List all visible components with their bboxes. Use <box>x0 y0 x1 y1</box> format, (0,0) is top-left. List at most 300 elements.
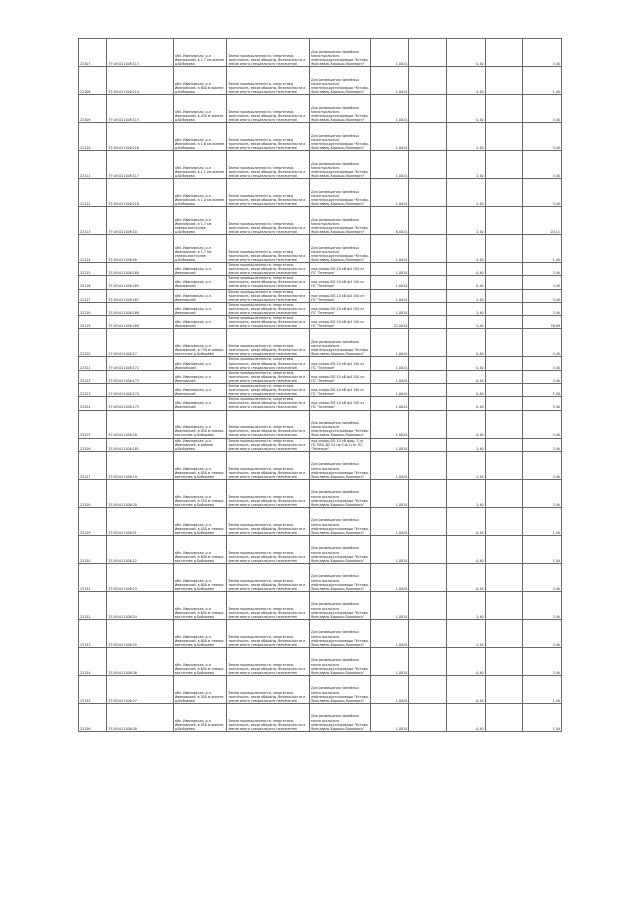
row-id-cell: 22133 <box>79 619 107 647</box>
permitted-use-cell: Для размещения линейных магистрального нефтепродуктопровода "Кстово-Ярославль-Кириши-Приморск" <box>310 123 371 151</box>
coefficient-cell: 0,40 <box>447 95 485 123</box>
cadastral-number-cell: 37:05:011106:20 <box>107 479 174 507</box>
cadastral-number-cell: 37:05:011106:114 <box>107 67 174 95</box>
value-cell: 3,40 <box>522 276 561 289</box>
quantity-cell: 1,0024 <box>371 276 409 289</box>
quantity-cell: 1,0024 <box>371 410 409 438</box>
address-cell: обл. Ивановская, р-н Ивановский, в 600 м северо-восточнее д.Бибирево <box>173 619 226 647</box>
row-id-cell: 22128 <box>79 479 107 507</box>
empty-cell <box>409 479 447 507</box>
address-cell: обл. Ивановская, р-н Ивановский, в 650 м северо-восточнее д.Бибирево <box>173 591 226 619</box>
row-id-cell: 22121 <box>79 357 107 370</box>
address-cell: обл. Ивановская, р-н Ивановский, в 500 м южнее д.Бибирево <box>173 675 226 703</box>
cadastral-number-cell: 37:05:011106:25 <box>107 619 174 647</box>
row-id-cell: 22122 <box>79 370 107 383</box>
value-cell: 3,40 <box>522 302 561 315</box>
row-id-cell: 22109 <box>79 95 107 123</box>
table-row <box>79 370 562 383</box>
table-row <box>79 647 562 675</box>
coefficient-cell: 0,40 <box>447 535 485 563</box>
table-row <box>79 151 562 179</box>
coefficient-cell: 0,40 <box>447 370 485 383</box>
table-row <box>79 302 562 315</box>
quantity-cell: 1,0024 <box>371 151 409 179</box>
empty-cell <box>485 370 522 383</box>
table-row <box>79 179 562 207</box>
quantity-cell: 1,0024 <box>371 438 409 451</box>
cadastral-number-cell: 37:05:011106:167 <box>107 289 174 302</box>
empty-cell <box>409 39 447 67</box>
empty-cell <box>409 619 447 647</box>
value-cell: 3,40 <box>522 263 561 276</box>
empty-cell <box>485 302 522 315</box>
address-cell: обл. Ивановская, р-н Ивановский, в 600 м северо-восточнее д.Бибирево <box>173 563 226 591</box>
quantity-cell: 1,0024 <box>371 703 409 731</box>
row-id-cell: 22114 <box>79 235 107 263</box>
address-cell: обл. Ивановская, р-н Ивановский, в 450 м северо-восточнее д.Бибирево <box>173 507 226 535</box>
quantity-cell: 1,0024 <box>371 563 409 591</box>
land-category-cell: Земли промышленности, энергетики, транспорта, связи обороны, безопасности и земли иного специального назначения <box>227 383 310 396</box>
coefficient-cell: 0,40 <box>447 410 485 438</box>
coefficient-cell: 0,40 <box>447 235 485 263</box>
value-cell: 3,40 <box>522 39 561 67</box>
empty-cell <box>409 235 447 263</box>
empty-cell <box>485 235 522 263</box>
empty-cell <box>409 151 447 179</box>
land-category-cell: Земли промышленности, энергетики, транспорта, связи обороны, безопасности и земли иного специального назначения <box>227 703 310 731</box>
coefficient-cell: 2,40 <box>447 451 485 479</box>
quantity-cell: 1,0024 <box>371 289 409 302</box>
coefficient-cell: 0,40 <box>447 703 485 731</box>
table-row <box>79 329 562 357</box>
value-cell: 1,40 <box>522 67 561 95</box>
permitted-use-cell: Для размещения линейных магистрального нефтепродуктопровода "Кстово-Ярославль-Кириши-Приморск" <box>310 451 371 479</box>
coefficient-cell: 2,40 <box>447 179 485 207</box>
address-cell: обл. Ивановская, р-н Ивановский <box>173 302 226 315</box>
value-cell: 1,40 <box>522 703 561 731</box>
table-row <box>79 535 562 563</box>
row-id-cell: 22108 <box>79 67 107 95</box>
address-cell: обл. Ивановская, р-н Ивановский, в 550 м северо-восточнее д.Бибирево <box>173 479 226 507</box>
value-cell: 3,40 <box>522 179 561 207</box>
row-id-cell: 22126 <box>79 438 107 451</box>
quantity-cell: 1,0024 <box>371 507 409 535</box>
cadastral-number-cell: 37:05:011106:172 <box>107 357 174 370</box>
permitted-use-cell: под опоры ВЛ-10 кВ ф4 150 от ПС "Зеленые" <box>310 383 371 396</box>
quantity-cell: 1,0024 <box>371 535 409 563</box>
cadastral-number-cell: 37:05:011106:27 <box>107 675 174 703</box>
empty-cell <box>409 591 447 619</box>
cadastral-number-cell: 37:05:011106:19 <box>107 451 174 479</box>
quantity-cell: 1,0024 <box>371 95 409 123</box>
empty-cell <box>409 95 447 123</box>
address-cell: обл. Ивановская, р-н Ивановский <box>173 316 226 329</box>
quantity-cell: 1,0024 <box>371 329 409 357</box>
empty-cell <box>409 507 447 535</box>
land-category-cell: Земли промышленности, энергетики, транспорта, связи обороны, безопасности и земли иного специального назначения <box>227 235 310 263</box>
table-row <box>79 357 562 370</box>
empty-cell <box>409 67 447 95</box>
address-cell: обл. Ивановская, р-н Ивановский <box>173 357 226 370</box>
cadastral-number-cell: 37:05:011106:174 <box>107 383 174 396</box>
land-category-cell: Земли промышленности, энергетики, транспорта, связи обороны, безопасности и земли иного специального назначения <box>227 370 310 383</box>
quantity-cell: 22,0024 <box>371 316 409 329</box>
empty-cell <box>485 563 522 591</box>
quantity-cell: 1,0024 <box>371 675 409 703</box>
table-row <box>79 235 562 263</box>
empty-cell <box>409 647 447 675</box>
permitted-use-cell: Для размещения линейных магистрального нефтепродуктопровода "Кстово-Ярославль-Кириши-Приморск" <box>310 329 371 357</box>
permitted-use-cell: Для размещения линейных магистрального нефтепродуктопровода "Кстово-Ярославль-Кириши-Приморск" <box>310 563 371 591</box>
permitted-use-cell: под опоры ВЛ-10 кВ ф4 150 от ПС "Зеленые" <box>310 397 371 410</box>
address-cell: обл. Ивановская, р-н Ивановский, в 1,0 км южнее д.Бибирево <box>173 179 226 207</box>
table-row <box>79 451 562 479</box>
value-cell: 3,40 <box>522 370 561 383</box>
address-cell: обл. Ивановская, р-н Ивановский, в районе д.Бибирево <box>173 438 226 451</box>
row-id-cell: 22119 <box>79 316 107 329</box>
address-cell: обл. Ивановская, р-н Ивановский, в 850 м северо-восточнее д.Бибирево <box>173 410 226 438</box>
permitted-use-cell: Для размещения линейных магистрального нефтепродуктопровода "Кстово-Ярославль-Кириши-Приморск" <box>310 535 371 563</box>
empty-cell <box>485 703 522 731</box>
row-id-cell: 22120 <box>79 329 107 357</box>
cadastral-number-cell: 37:05:011106:26 <box>107 647 174 675</box>
value-cell: 1,40 <box>522 535 561 563</box>
coefficient-cell: 0,40 <box>447 39 485 67</box>
cadastral-number-cell: 37:05:011106:113 <box>107 39 174 67</box>
empty-cell <box>485 289 522 302</box>
coefficient-cell: 2,40 <box>447 289 485 302</box>
quantity-cell: 1,0024 <box>371 235 409 263</box>
value-cell: 3,40 <box>522 563 561 591</box>
empty-cell <box>409 370 447 383</box>
value-cell: 3,40 <box>522 647 561 675</box>
empty-cell <box>485 451 522 479</box>
cadastral-number-cell: 37:05:011106:169 <box>107 316 174 329</box>
land-category-cell: Земли промышленности, энергетики, транспорта, связи обороны, безопасности и земли иного специального назначения <box>227 438 310 451</box>
permitted-use-cell: под опоры ВЛ-10 кВ ф4 150 от ПС "Зеленые" <box>310 370 371 383</box>
land-category-cell: Земли промышленности, энергетики, транспорта, связи обороны, безопасности и земли иного специального назначения <box>227 563 310 591</box>
empty-cell <box>485 535 522 563</box>
address-cell: обл. Ивановская, р-н Ивановский, в 1,6 км южнее д.Бибирево <box>173 123 226 151</box>
address-cell: обл. Ивановская, р-н Ивановский, в 850 м северо-восточнее д.Бибирево <box>173 451 226 479</box>
quantity-cell: 1,0024 <box>371 263 409 276</box>
permitted-use-cell: Для размещения линейных магистрального нефтепродуктопровода "Кстово-Ярославль-Кириши-Приморск" <box>310 703 371 731</box>
cadastral-number-cell: 37:05:011106:165 <box>107 276 174 289</box>
land-category-cell: Земли промышленности, энергетики, транспорта, связи обороны, безопасности и земли иного специального назначения <box>227 123 310 151</box>
cadastral-number-cell: 37:05:011106:117 <box>107 151 174 179</box>
address-cell: обл. Ивановская, р-н Ивановский, в 450 м южнее д.Бибирево <box>173 95 226 123</box>
address-cell: обл. Ивановская, р-н Ивановский, в 1,7 км северо-восточнее д.Бибирево <box>173 235 226 263</box>
empty-cell <box>485 207 522 235</box>
address-cell: обл. Ивановская, р-н Ивановский <box>173 263 226 276</box>
value-cell: 1,40 <box>522 507 561 535</box>
cadastral-number-cell: 37:05:011106:116 <box>107 123 174 151</box>
quantity-cell: 1,0024 <box>371 397 409 410</box>
address-cell: обл. Ивановская, р-н Ивановский <box>173 370 226 383</box>
empty-cell <box>409 563 447 591</box>
coefficient-cell: 0,40 <box>447 357 485 370</box>
quantity-cell: 1,0024 <box>371 451 409 479</box>
row-id-cell: 22110 <box>79 123 107 151</box>
empty-cell <box>409 438 447 451</box>
permitted-use-cell: Для размещения линейных магистрального нефтепродуктопровода "Кстово-Ярославль-Кириши-Приморск" <box>310 235 371 263</box>
value-cell: 3,40 <box>522 289 561 302</box>
permitted-use-cell: Для размещения линейных магистрального нефтепродуктопровода "Кстово-Ярославль-Кириши-Приморск" <box>310 207 371 235</box>
empty-cell <box>485 357 522 370</box>
quantity-cell: 1,0024 <box>371 383 409 396</box>
row-id-cell: 22107 <box>79 39 107 67</box>
cadastral-number-cell: 37:05:011106:24 <box>107 591 174 619</box>
empty-cell <box>485 95 522 123</box>
coefficient-cell: 2,40 <box>447 151 485 179</box>
coefficient-cell: 0,40 <box>447 647 485 675</box>
cadastral-number-cell: 37:05:011106:168 <box>107 302 174 315</box>
quantity-cell: 1,0024 <box>371 370 409 383</box>
empty-cell <box>409 263 447 276</box>
empty-cell <box>485 507 522 535</box>
land-category-cell: Земли промышленности, энергетики, транспорта, связи обороны, безопасности и земли иного специального назначения <box>227 357 310 370</box>
quantity-cell: 1,0024 <box>371 123 409 151</box>
value-cell: 3,40 <box>522 591 561 619</box>
value-cell: 20,11 <box>522 207 561 235</box>
permitted-use-cell: Для размещения линейных магистрального нефтепродуктопровода "Кстово-Ярославль-Кириши-Приморск" <box>310 151 371 179</box>
permitted-use-cell: под опоры ВЛ-10 кВ ф4 150 от ПС "Зеленые" <box>310 357 371 370</box>
land-category-cell: Земли промышленности, энергетики, транспорта, связи обороны, безопасности и земли иного специального назначения <box>227 207 310 235</box>
coefficient-cell: 2,40 <box>447 316 485 329</box>
quantity-cell: 1,0024 <box>371 67 409 95</box>
permitted-use-cell: Для размещения линейных магистрального нефтепродуктопровода "Кстово-Ярославль-Кириши-Приморск" <box>310 647 371 675</box>
land-category-cell: Земли промышленности, энергетики, транспорта, связи обороны, безопасности и земли иного специального назначения <box>227 276 310 289</box>
permitted-use-cell: Для размещения линейных магистрального нефтепродуктопровода "Кстово-Ярославль-Кириши-Приморск" <box>310 179 371 207</box>
address-cell: обл. Ивановская, р-н Ивановский <box>173 276 226 289</box>
empty-cell <box>485 329 522 357</box>
value-cell: 1,40 <box>522 383 561 396</box>
row-id-cell: 22123 <box>79 383 107 396</box>
quantity-cell: 6,0024 <box>371 207 409 235</box>
value-cell: 3,40 <box>522 397 561 410</box>
table-row <box>79 619 562 647</box>
coefficient-cell: 2,40 <box>447 123 485 151</box>
land-category-cell: Земли промышленности, энергетики, транспорта, связи обороны, безопасности и земли иного специального назначения <box>227 329 310 357</box>
value-cell: 3,40 <box>522 151 561 179</box>
coefficient-cell: 0,40 <box>447 383 485 396</box>
empty-cell <box>485 438 522 451</box>
empty-cell <box>409 329 447 357</box>
row-id-cell: 22111 <box>79 151 107 179</box>
land-category-cell: Земли промышленности, энергетики, транспорта, связи обороны, безопасности и земли иного специального назначения <box>227 410 310 438</box>
permitted-use-cell: под опоры ВЛ-10 кВ ф4 150 от ПС "Зеленые" <box>310 289 371 302</box>
empty-cell <box>485 647 522 675</box>
row-id-cell: 22115 <box>79 263 107 276</box>
empty-cell <box>409 302 447 315</box>
coefficient-cell: 0,40 <box>447 67 485 95</box>
cadastral-number-cell: 37:05:011106:118 <box>107 179 174 207</box>
row-id-cell: 22131 <box>79 563 107 591</box>
cadastral-number-cell: 37:05:011106:22 <box>107 535 174 563</box>
address-cell: обл. Ивановская, р-н Ивановский, в 1,7 км северо-восточнее д.Бибирево <box>173 207 226 235</box>
empty-cell <box>485 123 522 151</box>
table-row <box>79 591 562 619</box>
empty-cell <box>409 316 447 329</box>
coefficient-cell: 0,40 <box>447 397 485 410</box>
row-id-cell: 22112 <box>79 179 107 207</box>
coefficient-cell: 0,40 <box>447 563 485 591</box>
row-id-cell: 22117 <box>79 289 107 302</box>
empty-cell <box>485 151 522 179</box>
table-row <box>79 383 562 396</box>
value-cell: 3,40 <box>522 95 561 123</box>
table-row <box>79 507 562 535</box>
coefficient-cell: 2,40 <box>447 438 485 451</box>
table-row <box>79 563 562 591</box>
coefficient-cell: 2,40 <box>447 479 485 507</box>
empty-cell <box>485 479 522 507</box>
land-category-cell: Земли промышленности, энергетики, транспорта, связи обороны, безопасности и земли иного специального назначения <box>227 289 310 302</box>
address-cell: обл. Ивановская, р-н Ивановский, в 550 м южнее д.Бибирево <box>173 703 226 731</box>
land-category-cell: Земли промышленности, энергетики, транспорта, связи обороны, безопасности и земли иного специального назначения <box>227 451 310 479</box>
permitted-use-cell: Для размещения линейных магистрального нефтепродуктопровода "Кстово-Ярославль-Кириши-Приморск" <box>310 67 371 95</box>
permitted-use-cell: Для размещения линейных магистрального нефтепродуктопровода "Кстово-Ярославль-Кириши-Приморск" <box>310 591 371 619</box>
row-id-cell: 22132 <box>79 591 107 619</box>
value-cell: 3,40 <box>522 438 561 451</box>
coefficient-cell: 0,40 <box>447 675 485 703</box>
table-row <box>79 263 562 276</box>
permitted-use-cell: Для размещения линейных магистрального нефтепродуктопровода "Кстово-Ярославль-Кириши-Приморск" <box>310 39 371 67</box>
row-id-cell: 22136 <box>79 703 107 731</box>
land-category-cell: Земли промышленности, энергетики, транспорта, связи обороны, безопасности и земли иного специального назначения <box>227 675 310 703</box>
table-row <box>79 123 562 151</box>
land-category-cell: Земли промышленности, энергетики, транспорта, связи обороны, безопасности и земли иного специального назначения <box>227 591 310 619</box>
table-row <box>79 276 562 289</box>
quantity-cell: 1,0024 <box>371 647 409 675</box>
table-row <box>79 316 562 329</box>
empty-cell <box>409 535 447 563</box>
coefficient-cell: 0,40 <box>447 263 485 276</box>
quantity-cell: 1,0024 <box>371 591 409 619</box>
empty-cell <box>409 123 447 151</box>
row-id-cell: 22134 <box>79 647 107 675</box>
table-row <box>79 479 562 507</box>
empty-cell <box>409 410 447 438</box>
table-row <box>79 39 562 67</box>
land-category-cell: Земли промышленности, энергетики, транспорта, связи обороны, безопасности и земли иного специального назначения <box>227 397 310 410</box>
cadastral-number-cell: 37:05:011106:173 <box>107 370 174 383</box>
permitted-use-cell: Для размещения линейных магистрального нефтепродуктопровода "Кстово-Ярославль-Кириши-Приморск" <box>310 479 371 507</box>
permitted-use-cell: Для размещения линейных магистрального нефтепродуктопровода "Кстово-Ярославль-Кириши-Приморск" <box>310 95 371 123</box>
cadastral-number-cell: 37:05:011106:28 <box>107 703 174 731</box>
empty-cell <box>485 397 522 410</box>
cadastral-number-cell: 37:05:011106:160 <box>107 263 174 276</box>
permitted-use-cell: Для размещения линейных магистрального нефтепродуктопровода "Кстово-Ярославль-Кириши-Приморск" <box>310 410 371 438</box>
coefficient-cell: 2,40 <box>447 207 485 235</box>
parcel-table <box>78 38 562 732</box>
empty-cell <box>409 207 447 235</box>
value-cell: 76,09 <box>522 316 561 329</box>
land-category-cell: Земли промышленности, энергетики, транспорта, связи обороны, безопасности и земли иного специального назначения <box>227 479 310 507</box>
table-row <box>79 289 562 302</box>
quantity-cell: 1,0024 <box>371 479 409 507</box>
row-id-cell: 22125 <box>79 410 107 438</box>
table-row <box>79 438 562 451</box>
empty-cell <box>485 316 522 329</box>
empty-cell <box>485 383 522 396</box>
empty-cell <box>485 263 522 276</box>
value-cell: 3,40 <box>522 123 561 151</box>
address-cell: обл. Ивановская, р-н Ивановский <box>173 383 226 396</box>
land-category-cell: Земли промышленности, энергетики, транспорта, связи обороны, безопасности и земли иного специального назначения <box>227 316 310 329</box>
cadastral-number-cell: 37:05:011106:115 <box>107 95 174 123</box>
table-row <box>79 397 562 410</box>
coefficient-cell: 2,40 <box>447 302 485 315</box>
land-category-cell: Земли промышленности, энергетики, транспорта, связи обороны, безопасности и земли иного специального назначения <box>227 95 310 123</box>
table-row <box>79 410 562 438</box>
quantity-cell: 1,0024 <box>371 302 409 315</box>
address-cell: обл. Ивановская, р-н Ивановский <box>173 289 226 302</box>
empty-cell <box>409 451 447 479</box>
address-cell: обл. Ивановская, р-н Ивановский, в 600 м северо-восточнее д.Бибирево <box>173 535 226 563</box>
row-id-cell: 22135 <box>79 675 107 703</box>
quantity-cell: 1,0024 <box>371 619 409 647</box>
address-cell: обл. Ивановская, р-н Ивановский <box>173 397 226 410</box>
land-category-cell: Земли промышленности, энергетики, транспорта, связи обороны, безопасности и земли иного специального назначения <box>227 535 310 563</box>
land-category-cell: Земли промышленности, энергетики, транспорта, связи обороны, безопасности и земли иного специального назначения <box>227 67 310 95</box>
empty-cell <box>409 675 447 703</box>
value-cell: 3,40 <box>522 410 561 438</box>
empty-cell <box>409 179 447 207</box>
empty-cell <box>485 39 522 67</box>
coefficient-cell: 0,40 <box>447 329 485 357</box>
permitted-use-cell: Для размещения линейных магистрального нефтепродуктопровода "Кстово-Ярославль-Кириши-Приморск" <box>310 675 371 703</box>
empty-cell <box>485 591 522 619</box>
empty-cell <box>485 276 522 289</box>
permitted-use-cell: под опоры ВЛ-10 кВ фид. 1 от ПС ПАО ДЗ 24 (ф.3 ф.1) от ПС "Зеленые" <box>310 438 371 451</box>
value-cell: 3,40 <box>522 479 561 507</box>
cadastral-number-cell: 37:05:011106:18 <box>107 410 174 438</box>
quantity-cell: 1,0024 <box>371 179 409 207</box>
row-id-cell: 22116 <box>79 276 107 289</box>
land-category-cell: Земли промышленности, энергетики, транспорта, связи обороны, безопасности и земли иного специального назначения <box>227 179 310 207</box>
permitted-use-cell: под опоры ВЛ-10 кВ ф4 150 от ПС "Зеленые" <box>310 276 371 289</box>
permitted-use-cell: Для размещения линейных магистрального нефтепродуктопровода "Кстово-Ярославль-Кириши-Приморск" <box>310 507 371 535</box>
empty-cell <box>485 179 522 207</box>
table-row <box>79 675 562 703</box>
value-cell: 3,40 <box>522 619 561 647</box>
value-cell: 1,40 <box>522 235 561 263</box>
address-cell: обл. Ивановская, р-н Ивановский, в 650 м северо-восточнее д.Бибирево <box>173 647 226 675</box>
cadastral-number-cell: 37:05:011106:23 <box>107 563 174 591</box>
coefficient-cell: 2,40 <box>447 591 485 619</box>
land-category-cell: Земли промышленности, энергетики, транспорта, связи обороны, безопасности и земли иного специального назначения <box>227 507 310 535</box>
coefficient-cell: 0,40 <box>447 276 485 289</box>
empty-cell <box>485 675 522 703</box>
address-cell: обл. Ивановская, р-н Ивановский, в 1,1 км южнее д.Бибирево <box>173 151 226 179</box>
land-category-cell: Земли промышленности, энергетики, транспорта, связи обороны, безопасности и земли иного специального назначения <box>227 302 310 315</box>
land-category-cell: Земли промышленности, энергетики, транспорта, связи обороны, безопасности и земли иного специального назначения <box>227 263 310 276</box>
empty-cell <box>409 397 447 410</box>
cadastral-number-cell: 37:05:011106:10 <box>107 207 174 235</box>
empty-cell <box>485 410 522 438</box>
empty-cell <box>409 289 447 302</box>
table-row <box>79 67 562 95</box>
empty-cell <box>409 703 447 731</box>
address-cell: обл. Ивановская, р-н Ивановский, в 800 м южнее д.Бибирево <box>173 67 226 95</box>
table-row <box>79 703 562 731</box>
cadastral-number-cell: 37:05:011106:175 <box>107 397 174 410</box>
quantity-cell: 1,0024 <box>371 39 409 67</box>
table-row <box>79 207 562 235</box>
address-cell: обл. Ивановская, р-н Ивановский, в 750 м северо-восточнее д.Бибирево <box>173 329 226 357</box>
value-cell: 1,40 <box>522 675 561 703</box>
